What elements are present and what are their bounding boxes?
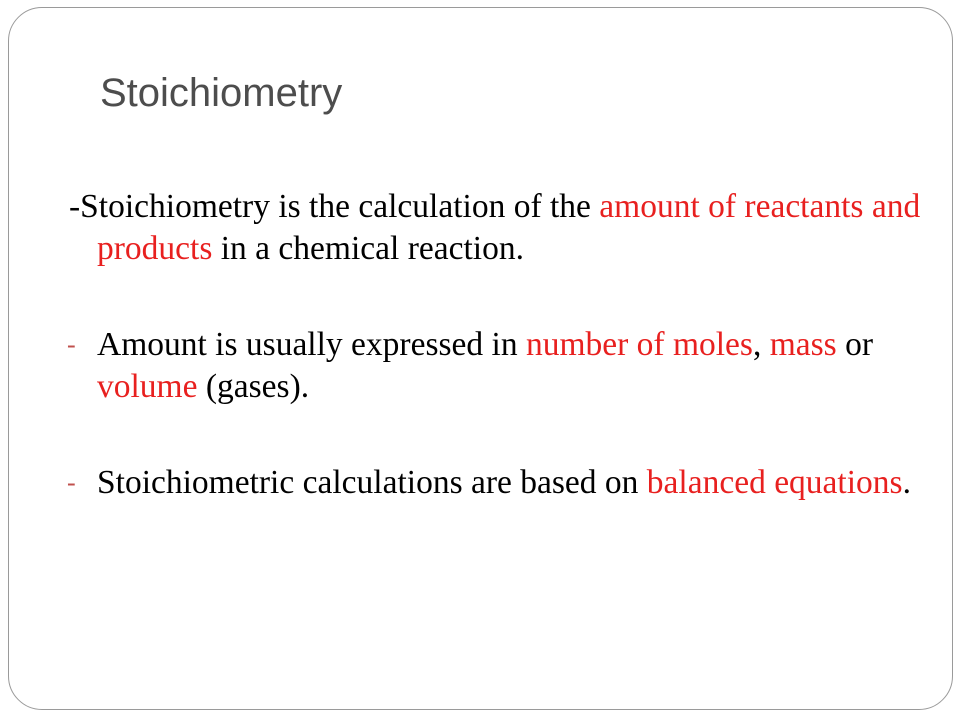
highlighted-term: number of moles: [525, 326, 753, 363]
slide-frame: [8, 7, 953, 710]
text-segment: -Stoichiometry is the calculation of the: [69, 188, 600, 225]
dash-bullet-icon: -: [67, 330, 76, 359]
highlighted-term: mass: [769, 326, 837, 363]
text-segment: (gases).: [197, 368, 310, 405]
highlighted-term: amount of reactants and products: [97, 188, 921, 267]
dash-bullet-icon: -: [67, 468, 76, 497]
text-segment: in a chemical reaction.: [212, 230, 524, 267]
paragraph-definition: [69, 186, 949, 270]
text-segment: or: [836, 326, 873, 363]
highlighted-term: volume: [97, 368, 198, 405]
text-segment: Stoichiometric calculations are based on: [97, 464, 647, 501]
text-segment: ,: [752, 326, 770, 363]
paragraph-calculations: [69, 462, 949, 504]
slide-title: Stoichiometry: [100, 71, 343, 115]
text-segment: .: [902, 464, 911, 501]
slide-body: [69, 186, 949, 504]
paragraph-amount: [69, 324, 949, 408]
text-segment: Amount is usually expressed in: [97, 326, 526, 363]
highlighted-term: balanced equations: [646, 464, 903, 501]
